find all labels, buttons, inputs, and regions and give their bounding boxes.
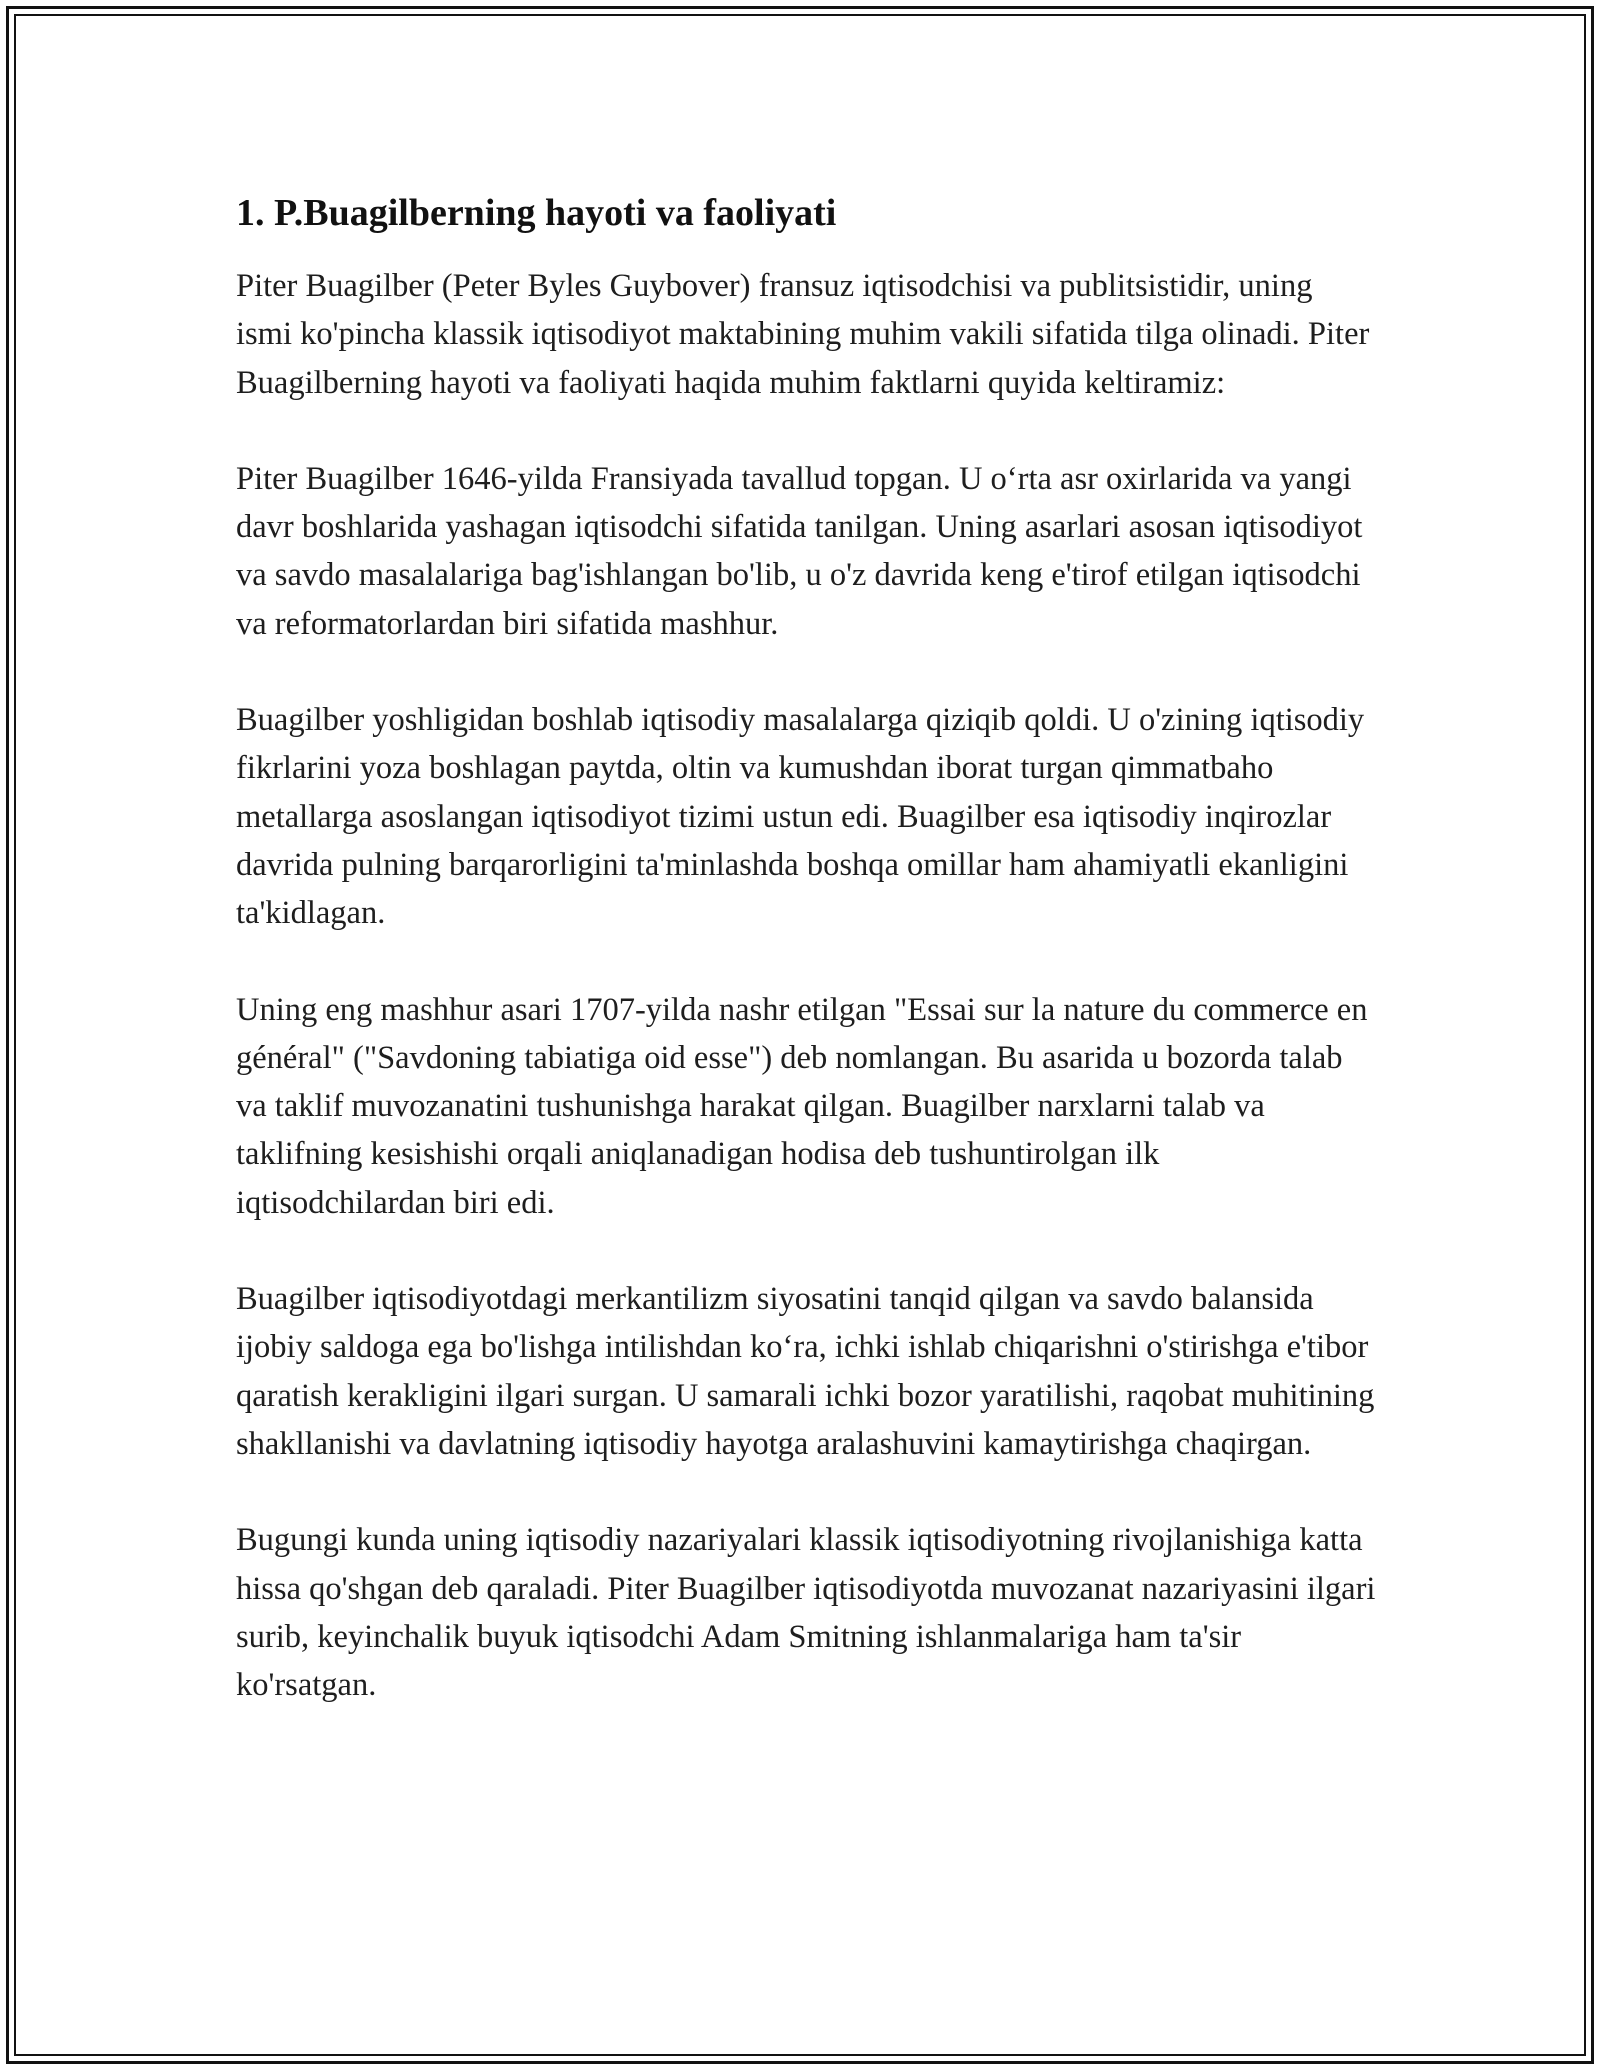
- paragraph-main-work: Uning eng mashhur asari 1707-yilda nashr etilgan "Essai sur la nature du commerce en général" ("Savdoning tabiatiga oid esse") deb nomlangan. Bu asarida u bozorda talab va taklif muvozanatini tushunishga harakat qilgan. Buagilber narxlarni talab va taklifning kesishishi orqali aniqlanadigan hodisa deb tushuntirolgan ilk iqtisodchilardan biri edi.: [236, 991, 1368, 1221]
- paragraph-birth: Piter Buagilber 1646-yilda Fransiyada tavallud topgan. U oʻrta asr oxirlarida va yangi davr boshlarida yashagan iqtisodchi sifatida tanilgan. Uning asarlari asosan iqtisodiyot va savdo masalalariga bag'ishlangan bo'lib, u o'z davrida keng e'tirof etilgan iqtisodchi va reformatorlardan biri sifatida mashhur.: [236, 460, 1363, 642]
- paragraph-intro: Piter Buagilber (Peter Byles Guybover) fransuz iqtisodchisi va publitsistidir, uning ismi ko'pincha klassik iqtisodiyot maktabining muhim vakili sifatida tilga olinadi. Piter Buagilberning hayoti va faoliyati haqida muhim faktlarni quyida keltiramiz:: [236, 268, 1370, 401]
- paragraph-early-interest: Buagilber yoshligidan boshlab iqtisodiy masalalarga qiziqib qoldi. U o'zining iqtisodiy fikrlarini yoza boshlagan paytda, oltin va kumushdan iborat turgan qimmatbaho metallarga asoslangan iqtisodiyot tizimi ustun edi. Buagilber esa iqtisodiy inqirozlar davrida pulning barqarorligini ta'minlashda boshqa omillar ham ahamiyatli ekanligini ta'kidlagan.: [236, 702, 1365, 932]
- section-heading: 1. P.Buagilberning hayoti va faoliyati: [236, 192, 837, 234]
- document-body: [236, 186, 1376, 1757]
- paragraph-legacy: Bugungi kunda uning iqtisodiy nazariyalari klassik iqtisodiyotning rivojlanishiga katta hissa qo'shgan deb qaraladi. Piter Buagilber iqtisodiyotda muvozanat nazariyasini ilgari surib, keyinchalik buyuk iqtisodchi Adam Smitning ishlanmalariga ham ta'sir ko'rsatgan.: [236, 1522, 1376, 1704]
- paragraph-mercantilism: Buagilber iqtisodiyotdagi merkantilizm siyosatini tanqid qilgan va savdo balansida ijobiy saldoga ega bo'lishga intilishdan koʻra, ichki ishlab chiqarishni o'stirishga e'tibor qaratish kerakligini ilgari surgan. U samarali ichki bozor yaratilishi, raqobat muhitining shakllanishi va davlatning iqtisodiy hayotga aralashuvini kamaytirishga chaqirgan.: [236, 1281, 1375, 1462]
